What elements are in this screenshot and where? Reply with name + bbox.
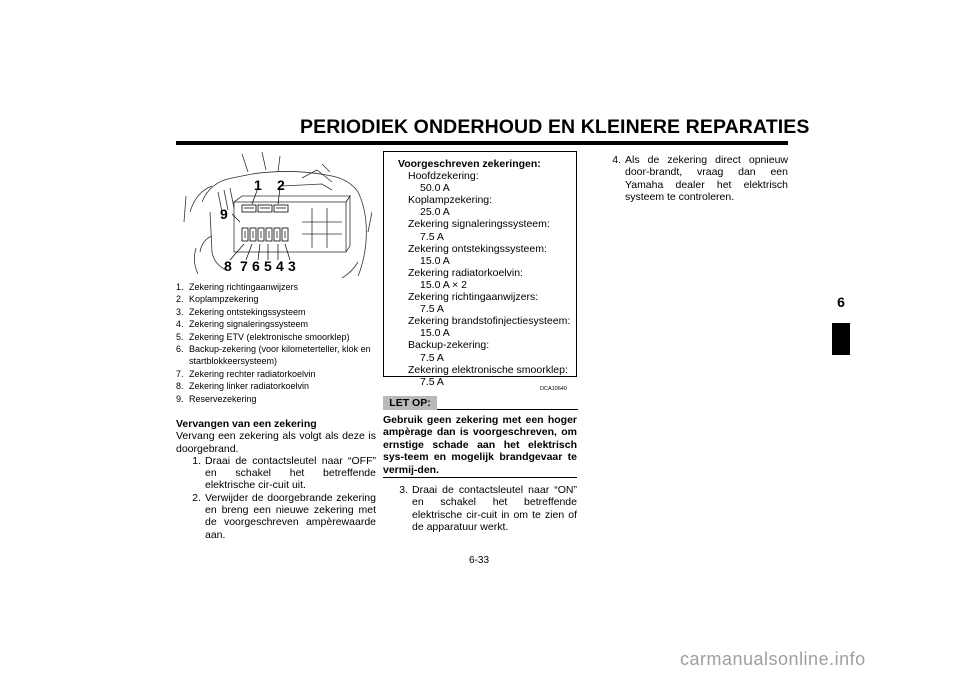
caption-number: 6. xyxy=(176,344,184,355)
caution-end-rule xyxy=(383,477,577,478)
callout-3: 3 xyxy=(288,258,296,274)
fuse-value: 7.5 A xyxy=(420,375,444,388)
step-item xyxy=(176,492,376,541)
page-title: PERIODIEK ONDERHOUD EN KLEINERE REPARATIES xyxy=(300,116,810,138)
caption-item xyxy=(176,393,376,405)
fuse-box-title: Voorgeschreven zekeringen: xyxy=(398,158,541,170)
caption-text: Zekering rechter radiatorkoelvin xyxy=(189,368,316,379)
fuse-value: 7.5 A xyxy=(420,230,444,243)
caption-text: Zekering signaleringssysteem xyxy=(189,319,309,330)
callout-6: 6 xyxy=(252,258,260,274)
fuse-name: Zekering brandstofinjectiesysteem: xyxy=(408,315,571,328)
step-number: 3. xyxy=(399,484,408,496)
caption-item xyxy=(176,318,376,330)
page-number: 6-33 xyxy=(468,555,489,566)
fuse-value: 15.0 A xyxy=(420,254,450,267)
caption-item xyxy=(176,281,376,293)
watermark: carmanualsonline.info xyxy=(680,649,866,669)
step-number: 4. xyxy=(612,154,621,166)
caption-text: Zekering ETV (elektronische smoorklep) xyxy=(189,331,350,342)
step-text: Als de zekering direct opnieuw door-brandt, vraag dan een Yamaha dealer het elektrisch systeem te controleren. xyxy=(625,154,788,203)
caution-text: Gebruik geen zekering met een hoger ampèrage dan is voorgeschreven, om ernstige schade aan het elektrisch sys-teem en mogelijk brandgevaar te vermij-den. xyxy=(383,414,577,476)
fuse-name: Koplampzekering: xyxy=(408,194,493,207)
step-3 xyxy=(383,484,577,533)
caption-number: 2. xyxy=(176,294,184,305)
fuse-value: 15.0 A xyxy=(420,327,450,340)
chapter-tab-number: 6 xyxy=(837,294,845,310)
callout-8: 8 xyxy=(224,258,232,274)
caption-text: Koplampzekering xyxy=(189,294,259,305)
caption-number: 1. xyxy=(176,282,184,292)
caption-text: Zekering linker radiatorkoelvin xyxy=(189,381,310,392)
step-text: Draai de contactsleutel naar “OFF” en schakel het betreffende elektrische cir-cuit uit. xyxy=(205,454,376,492)
step-4 xyxy=(596,154,788,203)
fuse-name: Zekering signaleringssysteem: xyxy=(408,218,550,231)
caption-text: Zekering richtingaanwijzers xyxy=(189,282,299,292)
caption-item xyxy=(176,306,376,318)
caption-number: 7. xyxy=(176,368,184,379)
figure-caption-list xyxy=(176,281,376,405)
callout-5: 5 xyxy=(264,258,272,274)
step-text: Draai de contactsleutel naar “ON” en schakel het betreffende elektrische cir-cuit in om te zien of de apparatuur werkt. xyxy=(412,484,577,533)
step-number: 1. xyxy=(192,454,201,467)
fuse-replacement-section xyxy=(176,418,376,541)
fuse-name: Backup-zekering: xyxy=(408,339,490,352)
callout-9: 9 xyxy=(220,206,228,222)
fuse-value: 15.0 A × 2 xyxy=(420,278,468,291)
fuse-name: Zekering richtingaanwijzers: xyxy=(408,291,539,304)
step-item xyxy=(176,455,376,492)
caption-number: 4. xyxy=(176,319,184,330)
caption-number: 5. xyxy=(176,331,184,342)
caption-number: 9. xyxy=(176,393,184,404)
callout-4: 4 xyxy=(276,258,284,274)
caption-item xyxy=(176,331,376,343)
caution-rule xyxy=(437,409,578,410)
fuse-name: Zekering elektronische smoorklep: xyxy=(408,363,568,376)
fuse-box-illustration xyxy=(182,152,372,280)
chapter-tab-marker xyxy=(832,323,850,355)
section-heading: Vervangen van een zekering xyxy=(176,418,317,430)
step-item xyxy=(383,484,577,533)
fuse-name: Hoofdzekering: xyxy=(408,170,479,183)
step-item xyxy=(596,154,788,203)
specified-fuses-box xyxy=(383,151,577,388)
caption-item xyxy=(176,343,376,368)
callout-2: 2 xyxy=(277,177,285,193)
step-number: 2. xyxy=(192,491,201,504)
step-text: Verwijder de doorgebrande zekering en breng een nieuwe zekering met de voorgeschreven ampèrewaarde aan. xyxy=(205,491,376,541)
caption-text: Backup-zekering (voor kilometerteller, klok en startblokkeersysteem) xyxy=(189,344,371,367)
caption-text: Reservezekering xyxy=(189,393,257,404)
caution-code: DCA10640 xyxy=(540,386,567,392)
callout-7: 7 xyxy=(240,258,248,274)
section-intro: Vervang een zekering als volgt als deze is doorgebrand. xyxy=(176,430,376,455)
fuse-name: Zekering radiatorkoelvin: xyxy=(408,266,523,279)
callout-1: 1 xyxy=(254,177,262,193)
fuse-value: 7.5 A xyxy=(420,303,444,316)
fuse-value: 7.5 A xyxy=(420,351,444,364)
caption-number: 8. xyxy=(176,381,184,392)
fuse-value: 25.0 A xyxy=(420,206,450,219)
caption-item xyxy=(176,380,376,392)
fuse-value: 50.0 A xyxy=(420,182,450,195)
caption-number: 3. xyxy=(176,306,184,317)
caption-item xyxy=(176,368,376,380)
caption-text: Zekering ontstekingssysteem xyxy=(189,306,306,317)
header-rule xyxy=(176,141,788,145)
fuse-name: Zekering ontstekingssysteem: xyxy=(408,242,547,255)
caption-item xyxy=(176,293,376,305)
caution-label: LET OP: xyxy=(383,396,437,410)
